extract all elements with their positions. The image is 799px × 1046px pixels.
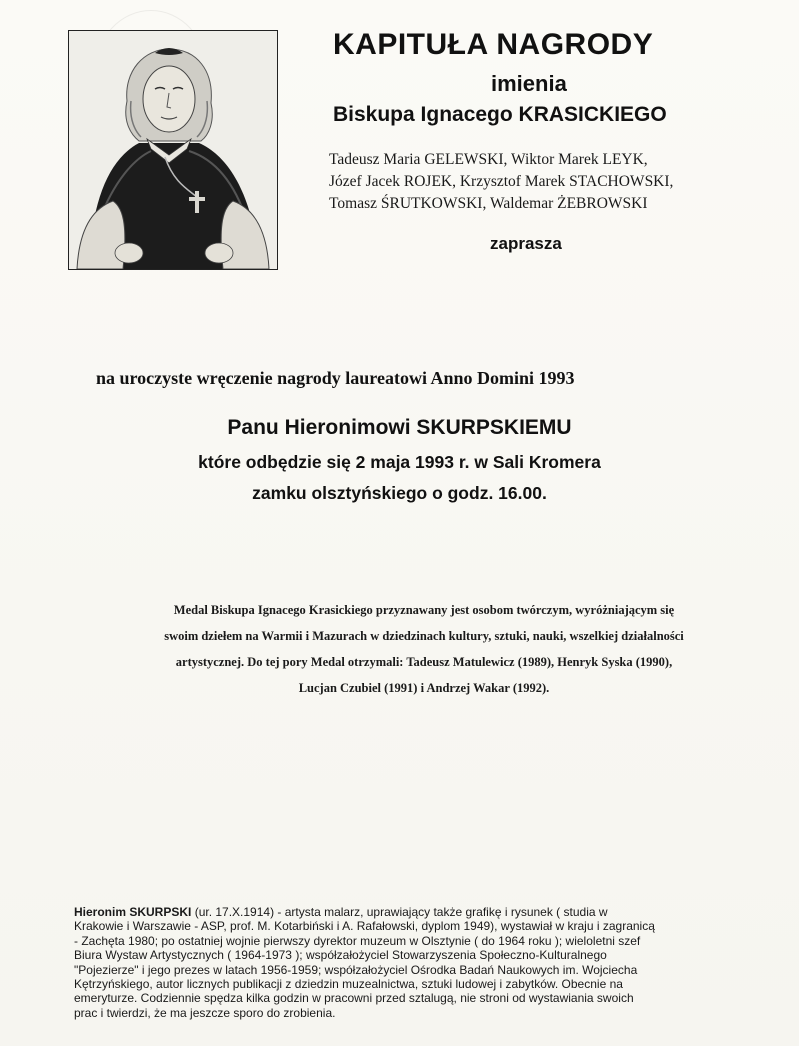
ceremony-venue: zamku olsztyńskiego o godz. 16.00.: [252, 483, 547, 503]
bio-name: Hieronim SKURPSKI: [74, 905, 192, 919]
occasion-line: na uroczyste wręczenie nagrody laureatowi Anno Domini 1993: [96, 368, 575, 388]
members-line: Tadeusz Maria GELEWSKI, Wiktor Marek LEYK,: [329, 151, 648, 168]
chapter-subtitle: imienia: [491, 71, 567, 96]
medal-line: swoim dziełem na Warmii i Mazurach w dziedzinach kultury, sztuki, nauki, wszelkiej działalności: [164, 629, 684, 643]
ceremony-date: które odbędzie się 2 maja 1993 r. w Sali Kromera: [198, 452, 601, 472]
bio-line: - Zachęta 1980; po ostatniej wojnie pierwszy dyrektor muzeum w Olsztynie ( do 1964 roku ); wieloletni szef: [74, 933, 641, 948]
bio-line: Kętrzyńskiego, autor licznych publikacji z dziedzin muzealnictwa, sztuki ludowej i zabytków. Obecnie na: [74, 977, 623, 992]
medal-line: artystycznej. Do tej pory Medal otrzymali: Tadeusz Matulewicz (1989), Henryk Syska (1990),: [175, 655, 673, 669]
members-line: Józef Jacek ROJEK, Krzysztof Marek STACHOWSKI,: [329, 173, 674, 190]
laureate-name: Panu Hieronimowi SKURPSKIEMU: [227, 416, 572, 439]
bio-line: "Pojezierze" i jego prezes w latach 1956-1959; współzałożyciel Ośrodka Badań Naukowych im. Wojciecha: [74, 962, 638, 977]
members-line: Tomasz ŚRUTKOWSKI, Waldemar ŻEBROWSKI: [329, 195, 648, 212]
chapter-title: KAPITUŁA NAGRODY: [333, 28, 654, 61]
bio-line: (ur. 17.X.1914) - artysta malarz, uprawiający także grafikę i rysunek ( studia w: [191, 905, 608, 919]
bishop-portrait: [68, 30, 278, 270]
invites-heading: zaprasza: [490, 234, 562, 253]
medal-line: Medal Biskupa Ignacego Krasickiego przyznawany jest osobom twórczym, wyróżniającym się: [173, 603, 675, 617]
chapter-members: [329, 149, 673, 215]
medal-description: [74, 597, 774, 701]
bio-line: prac i twierdzi, że ma jeszcze sporo do zrobienia.: [74, 1005, 336, 1020]
patron-name: Biskupa Ignacego KRASICKIEGO: [333, 103, 667, 126]
bio-line: Biura Wystaw Artystycznych ( 1964-1973 ); współzałożyciel Stowarzyszenia Społeczno-Kulturalnego: [74, 948, 607, 963]
bio-first-line: [74, 905, 794, 919]
laureate-biography: [74, 905, 794, 1020]
bio-line: emeryturze. Codziennie spędza kilka godzin w pracowni przed sztalugą, nie stroni od wystawiania swoich: [74, 991, 634, 1006]
bio-line: Krakowie i Warszawie - ASP, prof. M. Kotarbiński i A. Rafałowski, dyplom 1949), wystawiał w kraju i zagranicą: [74, 919, 655, 934]
medal-line: Lucjan Czubiel (1991) i Andrzej Wakar (1992).: [298, 681, 550, 695]
